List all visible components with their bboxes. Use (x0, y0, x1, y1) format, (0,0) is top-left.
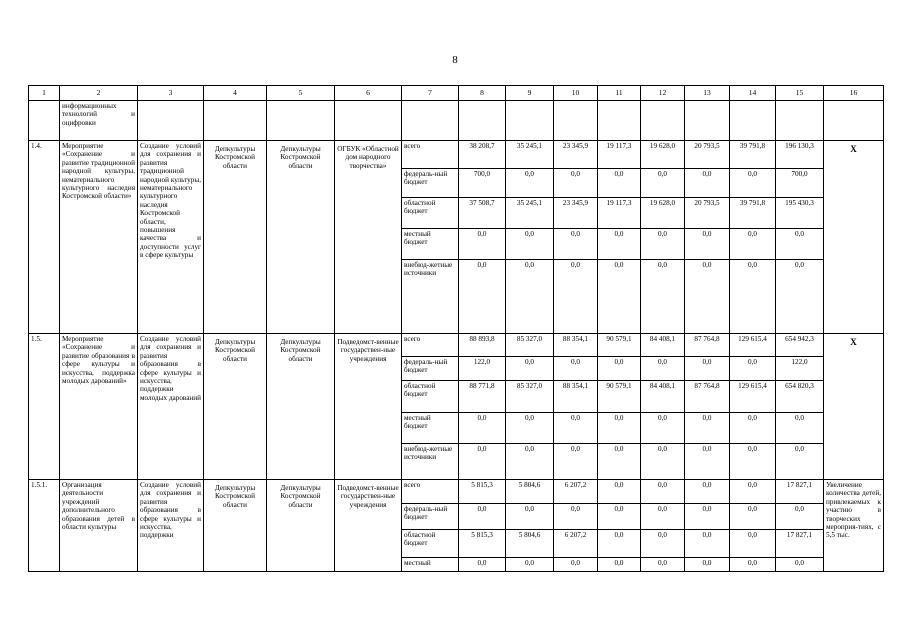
finance-value: 0,0 (554, 357, 598, 381)
finance-value: 0,0 (730, 260, 776, 334)
finance-value: 20 793,5 (685, 141, 730, 169)
finance-source: местный (402, 558, 459, 572)
column-number: 9 (506, 86, 554, 101)
finance-value: 0,0 (598, 558, 641, 572)
finance-value: 87 764,8 (685, 334, 730, 357)
column-number: 15 (776, 86, 824, 101)
header-row (29, 86, 884, 101)
page-number: 8 (452, 54, 458, 66)
column-number: 2 (60, 86, 138, 101)
finance-value: 0,0 (730, 229, 776, 260)
finance-value: 0,0 (598, 480, 641, 504)
finance-value: 0,0 (506, 260, 554, 334)
finance-value: 20 793,5 (685, 198, 730, 229)
finance-value: 0,0 (730, 357, 776, 381)
finance-value: 23 345,9 (554, 198, 598, 229)
finance-source: областной бюджет (402, 381, 459, 413)
finance-value: 0,0 (598, 530, 641, 558)
finance-value: 0,0 (506, 444, 554, 480)
finance-value: 122,0 (776, 357, 824, 381)
finance-value: 0,0 (685, 504, 730, 530)
finance-value: 85 327,0 (506, 334, 554, 357)
finance-value: 0,0 (554, 504, 598, 530)
finance-value: 0,0 (685, 229, 730, 260)
table-row (29, 480, 884, 504)
empty-cell (641, 101, 685, 141)
empty-cell (685, 101, 730, 141)
finance-value: 0,0 (685, 558, 730, 572)
finance-value: 17 827,1 (776, 480, 824, 504)
finance-value: 0,0 (554, 413, 598, 444)
finance-value: 19 628,0 (641, 141, 685, 169)
measure-goal: Создание условий для сохранения и развития образования в сфере культуры и искусства, поддержки молодых дарований (138, 334, 204, 480)
finance-value: 39 791,8 (730, 198, 776, 229)
finance-value: 195 430,3 (776, 198, 824, 229)
finance-value: 0,0 (730, 413, 776, 444)
column-number: 1 (29, 86, 60, 101)
finance-value: 129 615,4 (730, 381, 776, 413)
finance-value: 0,0 (598, 504, 641, 530)
measure-name: Мероприятие «Сохранение и развитие традиционной народной культуры, нематериального культурного наследия Костромской области» (60, 141, 138, 334)
finance-value: 196 130,3 (776, 141, 824, 169)
finance-value: 0,0 (641, 530, 685, 558)
empty-cell (138, 101, 204, 141)
finance-value: 39 791,8 (730, 141, 776, 169)
finance-value: 0,0 (459, 504, 506, 530)
finance-value: 0,0 (554, 260, 598, 334)
finance-value: 88 354,1 (554, 381, 598, 413)
finance-value: 0,0 (506, 229, 554, 260)
finance-value: 0,0 (730, 444, 776, 480)
finance-value: 0,0 (554, 169, 598, 198)
finance-value: 88 771,8 (459, 381, 506, 413)
empty-cell (204, 101, 267, 141)
column-number: 12 (641, 86, 685, 101)
finance-value: 0,0 (598, 357, 641, 381)
finance-value: 122,0 (459, 357, 506, 381)
finance-value: 0,0 (730, 504, 776, 530)
finance-value: 0,0 (641, 260, 685, 334)
finance-value: 90 579,1 (598, 334, 641, 357)
participant: Подведомст-венные государствен-ные учреждения (335, 480, 402, 572)
finance-value: 0,0 (598, 229, 641, 260)
coordinator: Депкультуры Костромской области (204, 334, 267, 480)
finance-value: 6 207,2 (554, 530, 598, 558)
column-number: 4 (204, 86, 267, 101)
executor: Депкультуры Костромской области (267, 480, 335, 572)
indicator: X (824, 334, 884, 480)
finance-value: 0,0 (506, 558, 554, 572)
empty-cell (824, 101, 884, 141)
finance-value: 0,0 (776, 444, 824, 480)
column-number: 8 (459, 86, 506, 101)
empty-cell (267, 101, 335, 141)
measure-goal: Создание условий для сохранения и развития традиционной народной культуры, нематериального культурного наследия Костромской области, повышения качества и доступности услуг в сфере культуры (138, 141, 204, 334)
finance-value: 700,0 (459, 169, 506, 198)
finance-source: всего (402, 480, 459, 504)
finance-value: 700,0 (776, 169, 824, 198)
column-number: 5 (267, 86, 335, 101)
indicator: Увеличение количества детей, привлекаемых к участию в творческих мероприя-тиях, с 5,5 тыс. (824, 480, 884, 572)
row-number: 1.4. (29, 141, 60, 334)
indicator: X (824, 141, 884, 334)
empty-cell (776, 101, 824, 141)
finance-value: 654 820,3 (776, 381, 824, 413)
finance-value: 0,0 (730, 558, 776, 572)
finance-value: 0,0 (730, 480, 776, 504)
finance-value: 88 354,1 (554, 334, 598, 357)
executor: Депкультуры Костромской области (267, 334, 335, 480)
finance-value: 0,0 (730, 169, 776, 198)
finance-value: 0,0 (685, 169, 730, 198)
finance-value: 35 245,1 (506, 198, 554, 229)
finance-value: 17 827,1 (776, 530, 824, 558)
row-number: 1.5. (29, 334, 60, 480)
finance-value: 0,0 (776, 558, 824, 572)
program-table (28, 85, 884, 572)
table-row (29, 334, 884, 357)
participant: Подведомст-венные государствен-ные учреждения (335, 334, 402, 480)
finance-value: 0,0 (641, 229, 685, 260)
finance-value: 0,0 (685, 260, 730, 334)
empty-cell (402, 101, 459, 141)
finance-value: 0,0 (641, 357, 685, 381)
empty-cell (506, 101, 554, 141)
finance-value: 0,0 (598, 444, 641, 480)
finance-source: всего (402, 334, 459, 357)
column-number: 10 (554, 86, 598, 101)
finance-value: 0,0 (598, 413, 641, 444)
finance-value: 0,0 (641, 480, 685, 504)
finance-source: федераль-ный бюджет (402, 357, 459, 381)
finance-value: 0,0 (685, 530, 730, 558)
finance-value: 84 408,1 (641, 334, 685, 357)
finance-source: федераль-ный бюджет (402, 169, 459, 198)
finance-value: 0,0 (776, 413, 824, 444)
finance-value: 5 804,6 (506, 480, 554, 504)
column-number: 6 (335, 86, 402, 101)
finance-value: 0,0 (506, 504, 554, 530)
finance-value: 0,0 (506, 169, 554, 198)
finance-value: 0,0 (459, 229, 506, 260)
finance-value: 0,0 (459, 260, 506, 334)
finance-value: 0,0 (459, 413, 506, 444)
finance-value: 0,0 (598, 260, 641, 334)
finance-value: 19 117,3 (598, 141, 641, 169)
finance-value: 37 508,7 (459, 198, 506, 229)
finance-value: 87 764,8 (685, 381, 730, 413)
finance-value: 0,0 (598, 169, 641, 198)
executor: Депкультуры Костромской области (267, 141, 335, 334)
finance-source: областной бюджет (402, 530, 459, 558)
finance-source: областной бюджет (402, 198, 459, 229)
table-row (29, 141, 884, 169)
row-number: 1.5.1. (29, 480, 60, 572)
finance-source: местный бюджет (402, 229, 459, 260)
finance-value: 85 327,0 (506, 381, 554, 413)
continuation-text: информационных технологий и оцифровки (60, 101, 138, 141)
finance-value: 0,0 (506, 413, 554, 444)
finance-value: 654 942,3 (776, 334, 824, 357)
finance-value: 88 893,8 (459, 334, 506, 357)
finance-value: 19 628,0 (641, 198, 685, 229)
finance-value: 35 245,1 (506, 141, 554, 169)
finance-value: 0,0 (459, 444, 506, 480)
finance-value: 0,0 (641, 504, 685, 530)
finance-value: 0,0 (554, 229, 598, 260)
finance-value: 5 804,6 (506, 530, 554, 558)
empty-cell (459, 101, 506, 141)
finance-value: 23 345,9 (554, 141, 598, 169)
column-number: 13 (685, 86, 730, 101)
finance-source: федераль-ный бюджет (402, 504, 459, 530)
finance-value: 84 408,1 (641, 381, 685, 413)
finance-value: 6 207,2 (554, 480, 598, 504)
finance-value: 0,0 (776, 260, 824, 334)
measure-name: Организация деятельности учреждений дополнительного образования детей в области культуры (60, 480, 138, 572)
finance-value: 0,0 (776, 504, 824, 530)
empty-cell (29, 101, 60, 141)
finance-value: 5 815,3 (459, 480, 506, 504)
finance-value: 5 815,3 (459, 530, 506, 558)
participant: ОГБУК «Областной дом народного творчества» (335, 141, 402, 334)
finance-value: 0,0 (506, 357, 554, 381)
finance-value: 0,0 (685, 480, 730, 504)
empty-cell (554, 101, 598, 141)
continuation-row (29, 101, 884, 141)
finance-value: 0,0 (730, 530, 776, 558)
finance-value: 0,0 (641, 413, 685, 444)
column-number: 14 (730, 86, 776, 101)
finance-value: 0,0 (554, 558, 598, 572)
finance-source: внебюд-жетные источники (402, 260, 459, 334)
coordinator: Депкультуры Костромской области (204, 141, 267, 334)
empty-cell (730, 101, 776, 141)
finance-value: 0,0 (641, 444, 685, 480)
coordinator: Депкультуры Костромской области (204, 480, 267, 572)
finance-value: 19 117,3 (598, 198, 641, 229)
measure-name: Мероприятие «Сохранение и развитие образования в сфере культуры и искусства, поддержка молодых дарований» (60, 334, 138, 480)
finance-value: 0,0 (554, 444, 598, 480)
finance-value: 0,0 (641, 558, 685, 572)
finance-source: местный бюджет (402, 413, 459, 444)
finance-value: 38 208,7 (459, 141, 506, 169)
finance-value: 129 615,4 (730, 334, 776, 357)
finance-value: 0,0 (641, 169, 685, 198)
finance-value: 90 579,1 (598, 381, 641, 413)
finance-value: 0,0 (776, 229, 824, 260)
finance-value: 0,0 (685, 444, 730, 480)
measure-goal: Создание условий для сохранения и развития образования в сфере культуры и искусства, поддержки (138, 480, 204, 572)
finance-source: внебюд-жетные источники (402, 444, 459, 480)
column-number: 7 (402, 86, 459, 101)
empty-cell (335, 101, 402, 141)
empty-cell (598, 101, 641, 141)
column-number: 11 (598, 86, 641, 101)
finance-value: 0,0 (685, 357, 730, 381)
finance-value: 0,0 (459, 558, 506, 572)
finance-source: всего (402, 141, 459, 169)
column-number: 3 (138, 86, 204, 101)
column-number: 16 (824, 86, 884, 101)
finance-value: 0,0 (685, 413, 730, 444)
